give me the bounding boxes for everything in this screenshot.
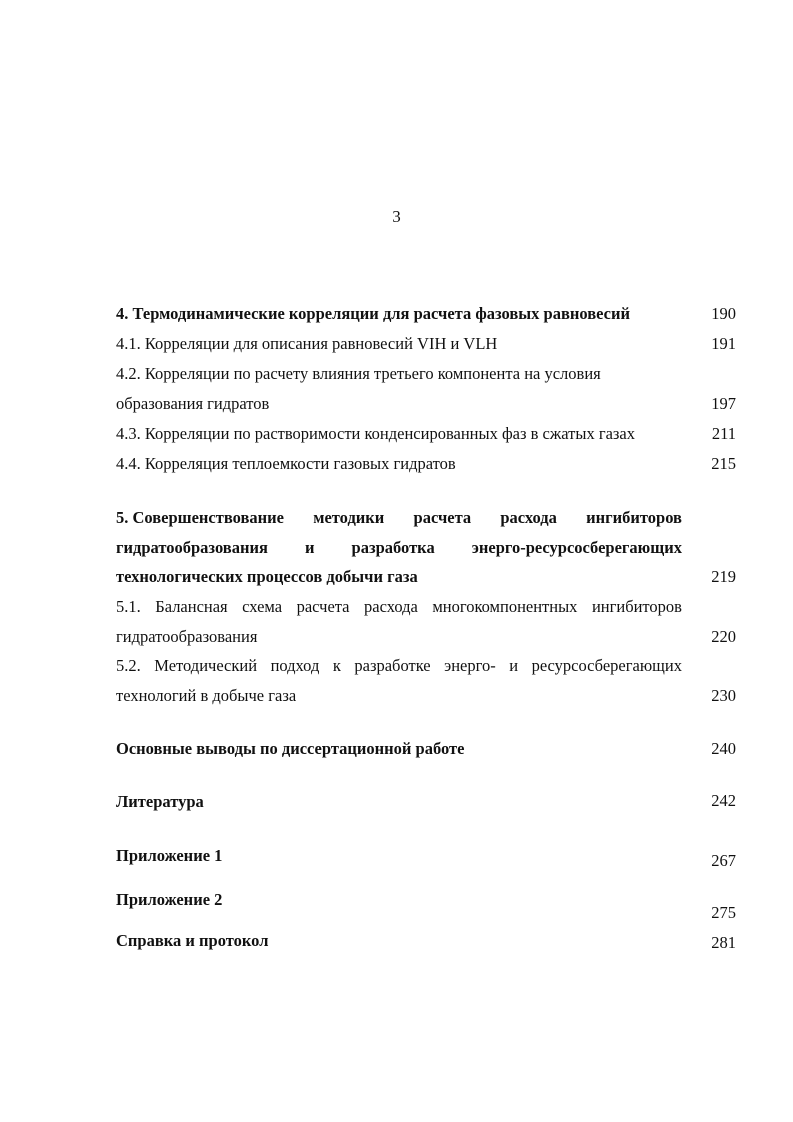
toc-word: разработке	[354, 656, 431, 675]
toc-section-4-3-title: 4.3. Корреляции по растворимости конденсированных фаз в сжатых газах	[116, 424, 636, 443]
toc-word: схема	[242, 597, 283, 616]
toc-appendix-2-title: Приложение 2	[116, 890, 223, 909]
toc-word: многокомпонентных	[432, 597, 578, 616]
toc-chapter-5-line1	[116, 507, 682, 529]
toc-word: энерго-	[444, 656, 496, 675]
toc-chapter-5-line3: технологических процессов добычи газа	[116, 567, 418, 586]
toc-literature-title: Литература	[116, 792, 204, 811]
toc-section-5-1-line1	[116, 596, 682, 618]
toc-appendix-2-page: 275	[711, 903, 736, 922]
toc-word: Методический	[154, 656, 258, 675]
toc-section-4-4-page: 215	[711, 454, 736, 473]
toc-word: ингибиторов	[591, 597, 682, 616]
toc-word: 5.1.	[116, 597, 141, 616]
toc-word: расхода	[364, 597, 418, 616]
toc-conclusions-page: 240	[711, 739, 736, 758]
toc-conclusions-title: Основные выводы по диссертационной работе	[116, 739, 465, 758]
toc-section-4-4-title: 4.4. Корреляция теплоемкости газовых гидратов	[116, 454, 456, 473]
toc-chapter-5-line2	[116, 537, 682, 559]
toc-section-5-2-line1	[116, 655, 682, 677]
toc-section-5-2-page: 230	[711, 686, 736, 705]
toc-certificate-page: 281	[711, 933, 736, 952]
toc-word: ингибиторов	[586, 508, 682, 527]
toc-word: 5. Совершенствование	[116, 508, 284, 527]
toc-chapter-4-page: 190	[711, 304, 736, 323]
toc-word: разработка	[351, 538, 435, 557]
toc-chapter-4-title: 4. Термодинамические корреляции для расчета фазовых равновесий	[116, 304, 630, 323]
toc-word: Балансная	[155, 597, 228, 616]
toc-word: подход	[270, 656, 320, 675]
toc-word: 5.2.	[116, 656, 141, 675]
toc-word: к	[332, 656, 341, 675]
toc-section-4-2-line1: 4.2. Корреляции по расчету влияния третьего компонента на условия	[116, 364, 601, 383]
toc-section-4-1-page: 191	[711, 334, 736, 353]
toc-word: гидратообразования	[116, 538, 268, 557]
toc-section-5-2-line2: технологий в добыче газа	[116, 686, 297, 705]
toc-word: энерго-ресурсосберегающих	[471, 538, 682, 557]
toc-word: и	[509, 656, 519, 675]
toc-word: ресурсосберегающих	[531, 656, 682, 675]
toc-word: методики	[313, 508, 385, 527]
toc-word: расчета	[413, 508, 472, 527]
page-number: 3	[392, 207, 401, 226]
toc-literature-page: 242	[711, 791, 736, 810]
toc-section-5-1-line2: гидратообразования	[116, 627, 258, 646]
toc-appendix-1-title: Приложение 1	[116, 846, 223, 865]
toc-chapter-5-page: 219	[711, 567, 736, 586]
toc-section-4-1-title: 4.1. Корреляции для описания равновесий VIH и VLH	[116, 334, 498, 353]
toc-word: расчета	[296, 597, 350, 616]
toc-word: и	[304, 538, 315, 557]
toc-appendix-1-page: 267	[711, 851, 736, 870]
toc-word: расхода	[500, 508, 557, 527]
toc-section-4-3-page: 211	[711, 424, 736, 443]
toc-section-4-2-line2: образования гидратов	[116, 394, 270, 413]
toc-section-5-1-page: 220	[711, 627, 736, 646]
toc-section-4-2-page: 197	[711, 394, 736, 413]
toc-certificate-title: Справка и протокол	[116, 931, 269, 950]
